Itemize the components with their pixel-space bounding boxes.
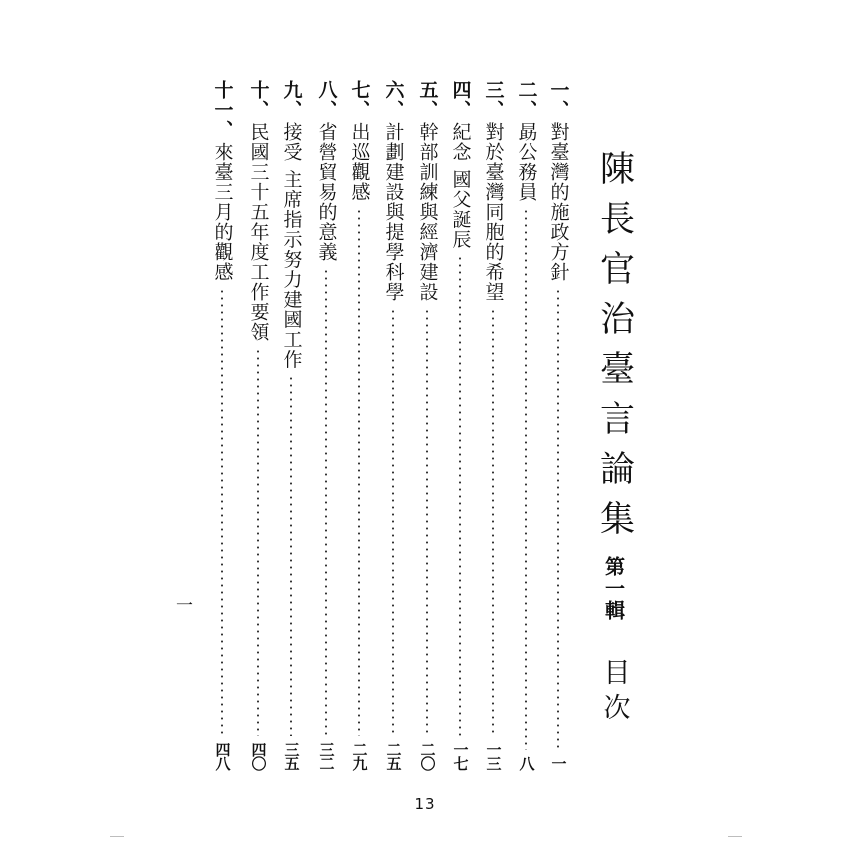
dot-leader xyxy=(290,375,292,736)
toc-entry xyxy=(314,80,338,770)
dot-leader xyxy=(257,348,259,736)
toc-entry xyxy=(246,80,270,770)
entry-page: 二〇 xyxy=(418,742,437,770)
entry-page: 三二 xyxy=(317,742,336,770)
dot-leader xyxy=(459,255,461,736)
toc-entry xyxy=(514,80,538,770)
entry-number: 五、 xyxy=(416,80,439,120)
entry-number: 十、 xyxy=(247,80,270,120)
entry-page: 四〇 xyxy=(249,742,268,770)
dot-leader xyxy=(221,288,223,736)
dot-leader xyxy=(325,268,327,736)
entry-number: 七、 xyxy=(348,80,371,120)
entry-number: 六、 xyxy=(382,80,405,120)
entry-page: 三五 xyxy=(282,742,301,770)
entry-title: 計劃建設與提學科學 xyxy=(382,122,405,302)
toc-entry xyxy=(210,80,234,770)
entry-title: 民國三十五年度工作要領 xyxy=(247,122,270,342)
entry-page: 四八 xyxy=(213,742,232,770)
entry-page: 一 xyxy=(549,756,568,770)
entry-page: 一七 xyxy=(451,742,470,770)
entry-title: 來臺三月的觀感 xyxy=(211,142,234,282)
entry-title: 接受 主席指示努力建國工作 xyxy=(280,122,303,370)
side-folio: 一 xyxy=(176,596,193,616)
toc-entry xyxy=(347,80,371,770)
toc-entry xyxy=(381,80,405,770)
entry-number: 二、 xyxy=(515,80,538,120)
dot-leader xyxy=(392,308,394,736)
entry-title: 幹部訓練與經濟建設 xyxy=(416,122,439,302)
entry-page: 一三 xyxy=(484,742,503,770)
entry-page: 八 xyxy=(517,756,536,770)
title-column xyxy=(590,150,638,728)
dot-leader xyxy=(426,308,428,736)
entry-title: 勗公務員 xyxy=(515,122,538,202)
entry-number: 四、 xyxy=(449,80,472,120)
entry-number: 一、 xyxy=(547,80,570,120)
entry-title: 省營貿易的意義 xyxy=(315,122,338,262)
entry-number: 九、 xyxy=(280,80,303,120)
toc-heading: 目次 xyxy=(598,658,630,728)
crop-mark xyxy=(110,836,124,837)
dot-leader xyxy=(492,308,494,736)
entry-number: 三、 xyxy=(482,80,505,120)
crop-mark xyxy=(728,836,742,837)
volume-label: 第一輯 xyxy=(601,556,626,622)
entry-number: 八、 xyxy=(315,80,338,120)
entry-title: 出巡觀感 xyxy=(348,122,371,202)
entry-title: 紀念 國父誕辰 xyxy=(449,122,472,250)
toc-entry xyxy=(415,80,439,770)
toc-entry xyxy=(448,80,472,770)
book-title: 陳長官治臺言論集 xyxy=(594,150,635,550)
entry-title: 對於臺灣同胞的希望 xyxy=(482,122,505,302)
entry-number: 十一、 xyxy=(211,80,234,140)
dot-leader xyxy=(358,208,360,736)
entry-title: 對臺灣的施政方針 xyxy=(547,122,570,282)
toc-entry xyxy=(546,80,570,770)
toc-entry xyxy=(481,80,505,770)
toc-entry xyxy=(279,80,303,770)
dot-leader xyxy=(525,208,527,750)
dot-leader xyxy=(557,288,559,750)
entry-page: 二九 xyxy=(350,742,369,770)
page-number: 13 xyxy=(414,795,436,813)
entry-page: 二五 xyxy=(384,742,403,770)
